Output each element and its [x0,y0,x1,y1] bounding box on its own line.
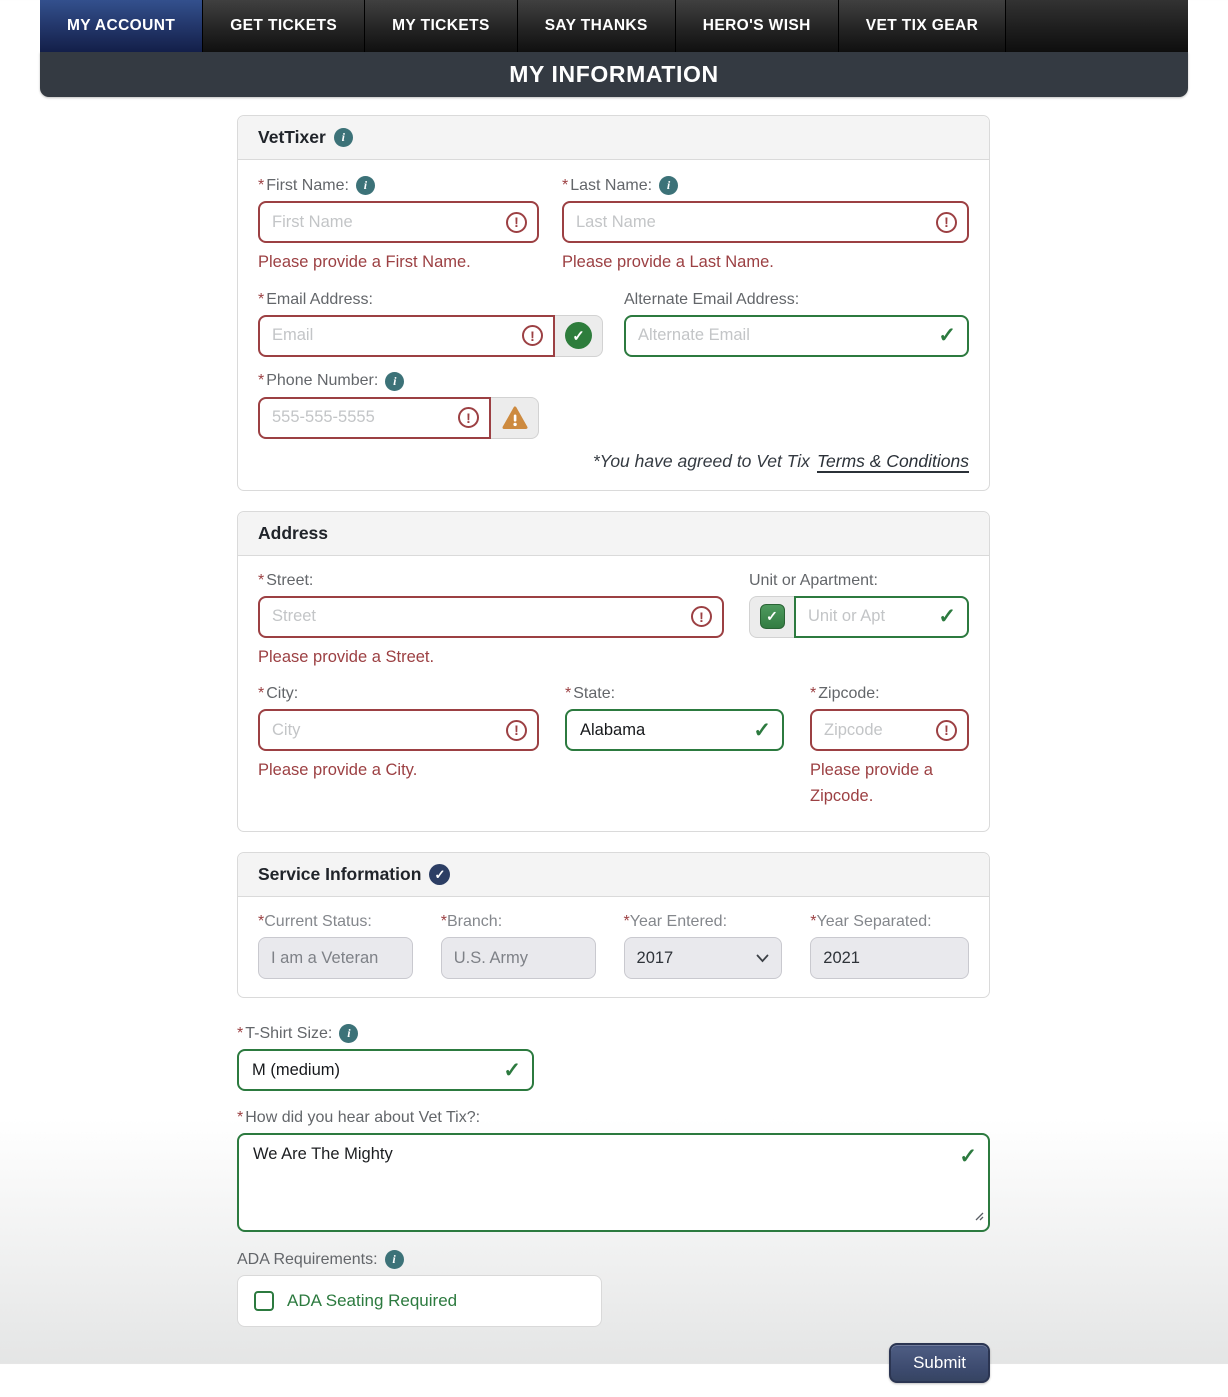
street-field-box [258,596,724,638]
first-name-label: * First Name: i [258,176,539,195]
tab-my-account[interactable]: MY ACCOUNT [40,0,203,52]
state-label: * State: [565,685,616,703]
hear-about-label: * How did you hear about Vet Tix?: [237,1109,481,1127]
tab-vet-tix-gear[interactable]: VET TIX GEAR [839,0,1006,52]
first-name-field-box [258,201,539,243]
error-circle-icon: ! [522,325,543,346]
branch-label: * Branch: [440,913,503,931]
phone-label: * Phone Number: i [258,372,539,391]
phone-input[interactable] [260,408,489,427]
current-status-label: * Current Status: [258,913,372,931]
year-entered-select[interactable]: 2017 [624,937,783,979]
state-select[interactable] [565,709,784,751]
service-title: Service Information [258,864,422,885]
unit-field-box [794,596,969,638]
error-circle-icon: ! [936,720,957,741]
info-icon[interactable]: i [385,1250,404,1269]
error-circle-icon: ! [506,720,527,741]
top-navigation [40,0,1188,52]
last-name-label: * Last Name: i [562,176,969,195]
hear-about-textarea[interactable] [253,1145,950,1215]
ada-checkbox[interactable] [254,1291,274,1311]
zipcode-error: Please provide a Zipcode. [810,761,933,805]
city-error: Please provide a City. [258,761,418,780]
email-label: * Email Address: [258,290,373,308]
hear-about-field-box [237,1133,990,1232]
tab-heros-wish[interactable]: HERO'S WISH [676,0,839,52]
tshirt-value: M (medium) [252,1060,341,1079]
ada-label: ADA Requirements: i [237,1250,990,1269]
last-name-input[interactable] [564,213,967,232]
current-status-field: I am a Veteran [258,937,413,979]
vettixer-title: VetTixer [258,127,326,147]
street-label: * Street: [258,571,314,589]
info-icon[interactable]: i [339,1024,358,1043]
year-separated-label: * Year Separated: [810,913,932,931]
year-separated-field: 2021 [810,937,969,979]
tab-my-tickets[interactable]: MY TICKETS [365,0,518,52]
service-card-header [238,853,989,897]
check-icon: ✓ [503,1058,521,1082]
check-circle-icon: ✓ [565,322,592,349]
page-title: MY INFORMATION [40,52,1188,97]
info-icon[interactable]: i [334,128,353,147]
unit-label: Unit or Apartment: [749,571,878,589]
service-card [237,852,990,998]
zipcode-label: * Zipcode: [810,685,880,703]
tshirt-label: * T-Shirt Size: i [237,1024,990,1043]
ada-checkbox-label: ADA Seating Required [287,1291,458,1311]
info-icon[interactable]: i [356,176,375,195]
phone-field-box [258,397,491,439]
city-field-box [258,709,539,751]
year-entered-label: * Year Entered: [623,913,728,931]
warning-triangle-icon [502,406,528,430]
tshirt-select[interactable] [237,1049,534,1091]
terms-note: *You have agreed to Vet Tix Terms & Conditions [592,450,969,471]
tab-say-thanks[interactable]: SAY THANKS [518,0,676,52]
unit-checkbox[interactable]: ✓ [760,604,785,629]
branch-field: U.S. Army [441,937,596,979]
street-input[interactable] [260,607,722,626]
vettixer-card [237,115,990,491]
badge-check-icon: ✓ [429,864,450,885]
chevron-down-icon [756,949,769,968]
error-circle-icon: ! [691,606,712,627]
unit-checkbox-addon [749,596,794,638]
unit-field-group [749,596,969,638]
last-name-field-box [562,201,969,243]
info-icon[interactable]: i [385,372,404,391]
check-icon: ✓ [938,605,956,629]
city-label: * City: [258,685,299,703]
first-name-input[interactable] [260,213,537,232]
main-content [237,115,990,1397]
state-value: Alabama [580,720,646,739]
vettixer-card-header [238,116,989,160]
error-circle-icon: ! [936,212,957,233]
error-circle-icon: ! [506,212,527,233]
last-name-error: Please provide a Last Name. [562,253,774,271]
service-card-body [238,897,989,997]
check-icon: ✓ [959,1145,977,1169]
resize-handle-icon[interactable] [972,1208,984,1226]
alt-email-label: Alternate Email Address: [624,290,800,308]
address-title: Address [258,522,329,543]
email-input[interactable] [260,326,553,345]
check-icon: ✓ [753,718,771,742]
phone-warning-addon[interactable] [491,397,539,439]
first-name-error: Please provide a First Name. [258,253,471,271]
email-field-box [258,315,555,357]
city-input[interactable] [260,721,537,740]
address-card-header [238,512,989,556]
vettixer-card-body [238,160,989,490]
tab-get-tickets[interactable]: GET TICKETS [203,0,365,52]
phone-field-group [258,397,539,439]
error-circle-icon: ! [458,407,479,428]
address-card-body [238,556,989,832]
submit-button[interactable]: Submit [889,1343,990,1383]
terms-link[interactable]: Terms & Conditions [816,450,969,471]
zipcode-field-box [810,709,969,751]
email-verified-addon[interactable] [555,315,603,357]
info-icon[interactable]: i [659,176,678,195]
address-card [237,511,990,833]
nav-filler [1006,0,1188,52]
ada-box [237,1275,602,1327]
alt-email-field-box [624,315,969,357]
check-icon: ✓ [938,324,956,348]
alt-email-input[interactable] [626,326,967,345]
street-error: Please provide a Street. [258,647,435,666]
email-field-group [258,315,603,357]
